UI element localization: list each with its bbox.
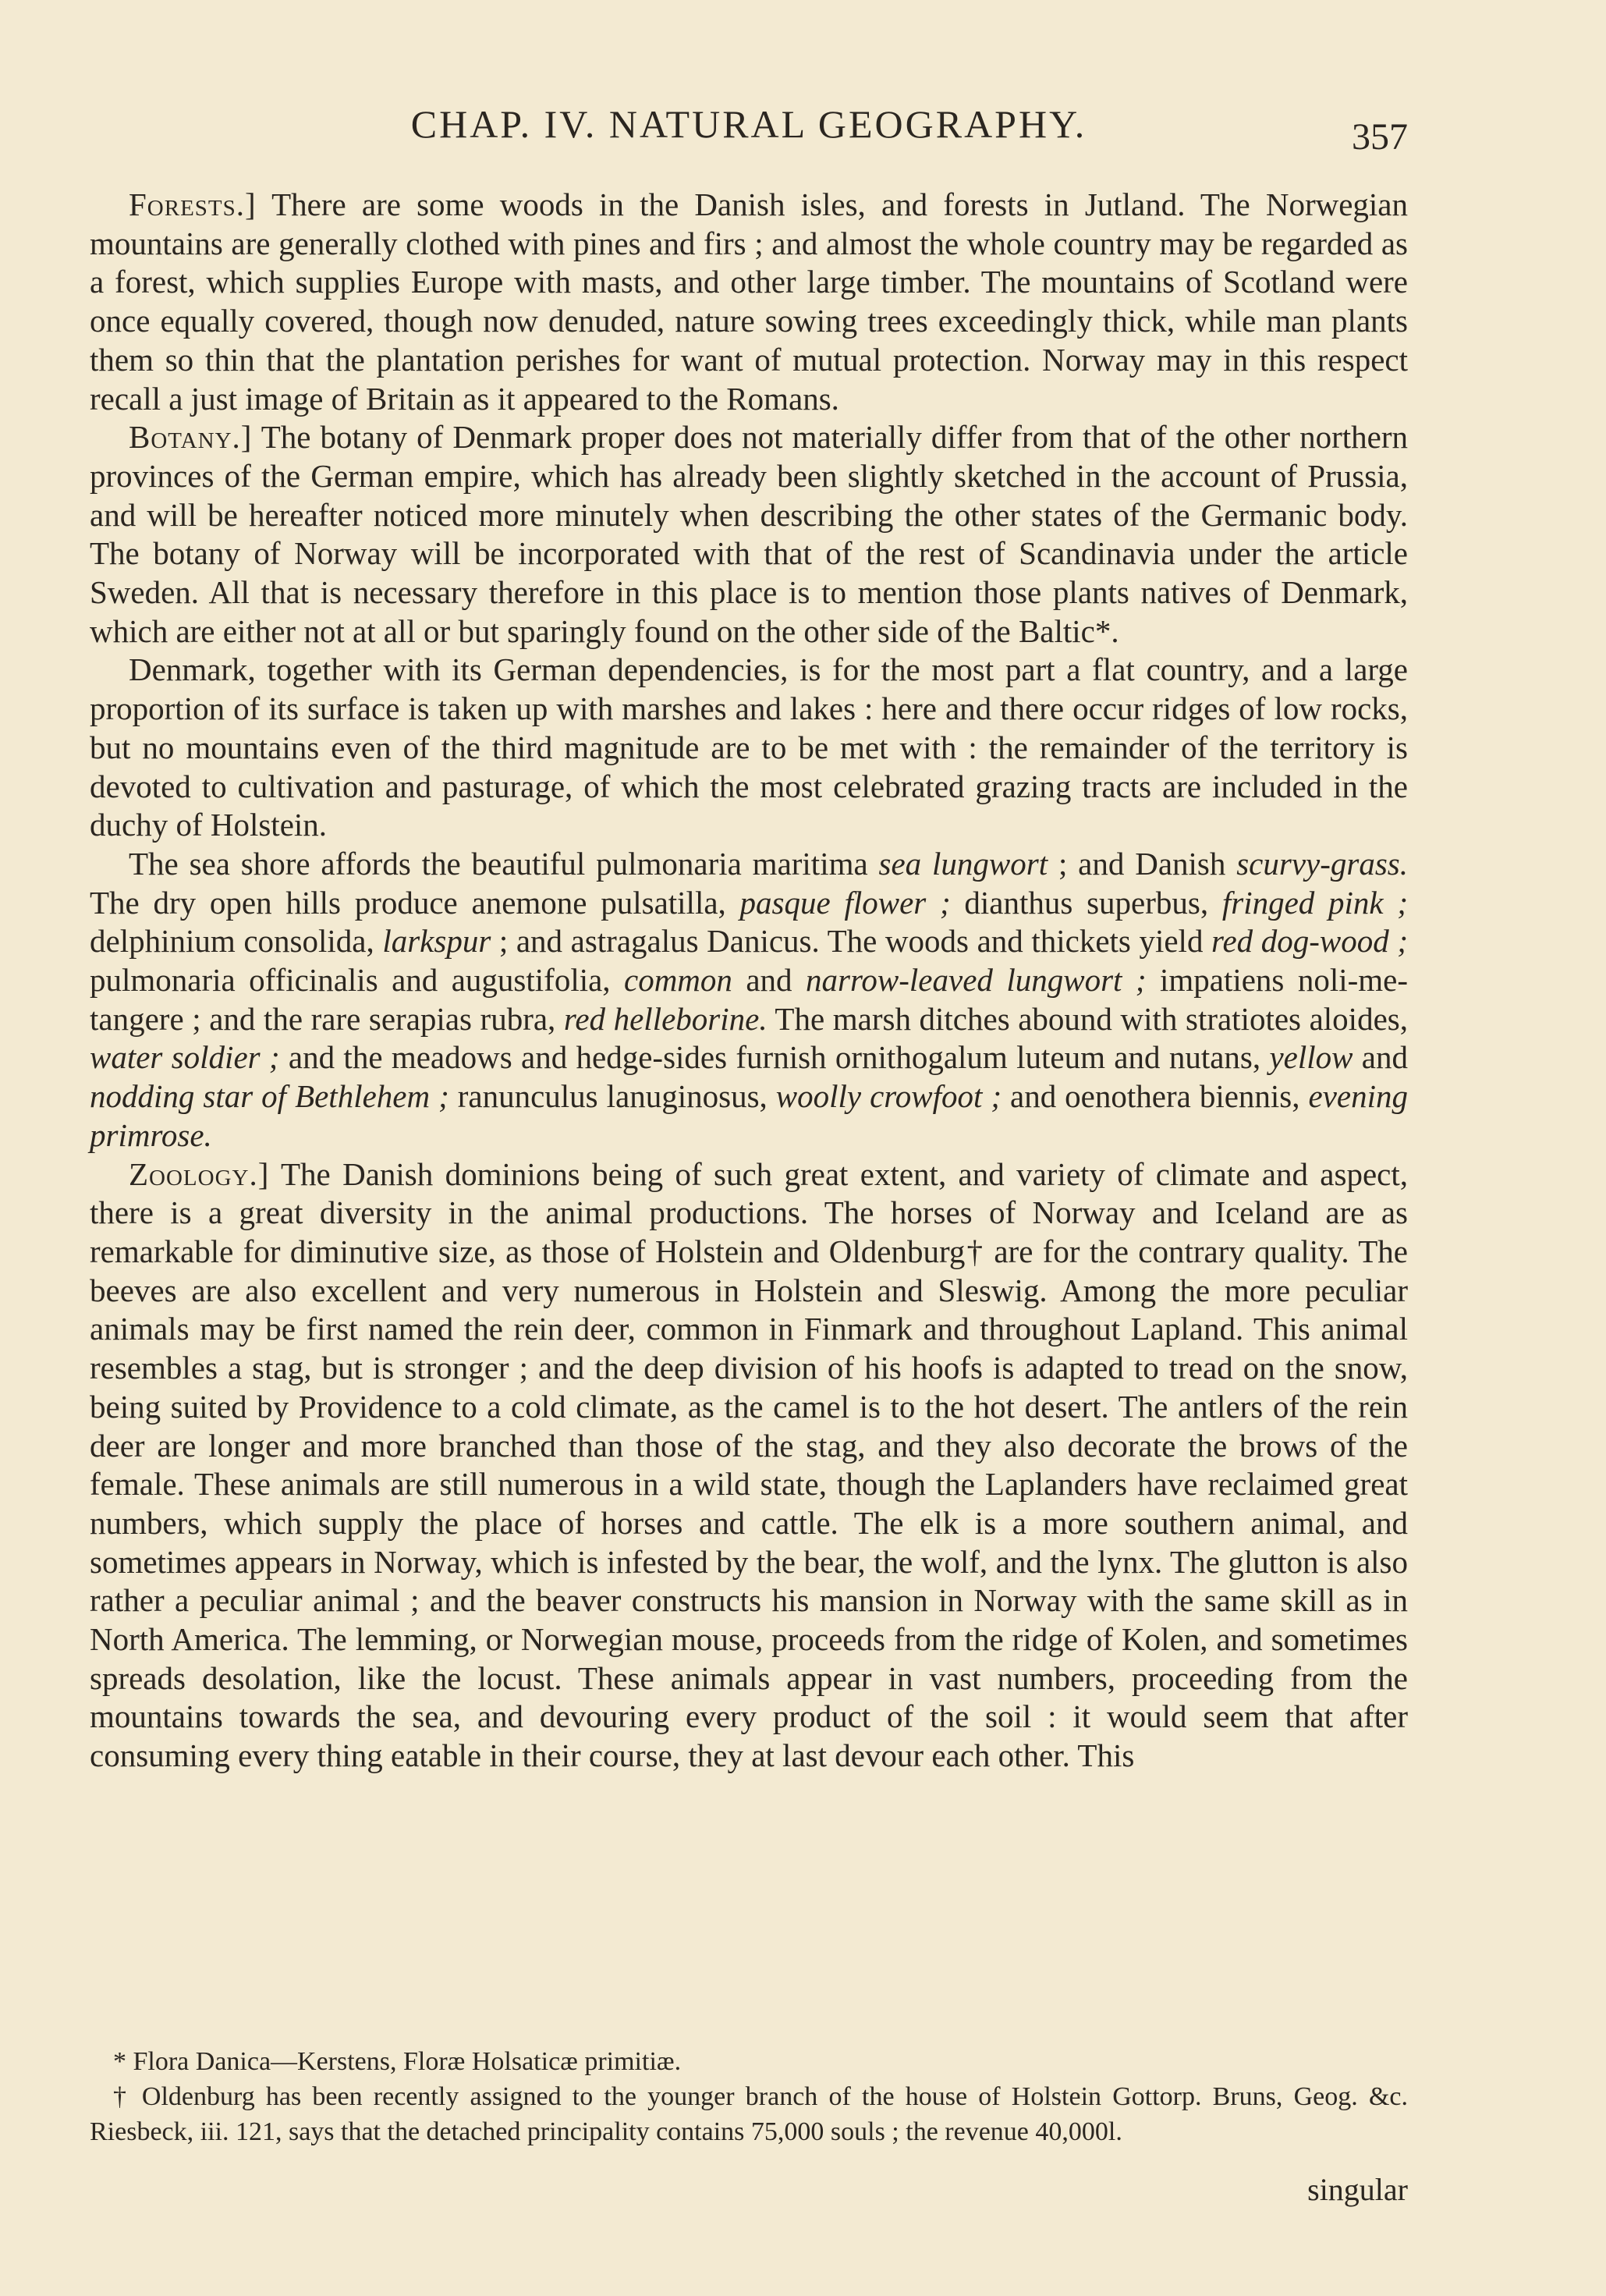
paragraph-text: There are some woods in the Danish isles, and forests in Jutland. The Norwegian mountains are generally clothed with pines and firs ; and almost the whole country may be regarded as a forest, which supplies Europe with masts, and other large timber. The mountains of Scotland were once equally covered, though now denuded, nature sowing trees exceedingly thick, while man plants them so thin that the plantation perishes for want of mutual protection. Norway may in this respect recall a just image of Britain as it appeared to the Romans. bbox=[90, 186, 1408, 417]
running-title: CHAP. IV. NATURAL GEOGRAPHY. bbox=[410, 102, 1087, 146]
paragraph-denmark bbox=[90, 651, 1408, 845]
text-run: The sea shore affords the beautiful pulmonaria maritima bbox=[129, 845, 879, 882]
common-name: sea lungwort bbox=[878, 845, 1048, 882]
page-header bbox=[90, 101, 1408, 164]
common-name: narrow-leaved lungwort ; bbox=[806, 962, 1147, 999]
text-run: The dry open hills produce anemone pulsatilla, bbox=[90, 884, 740, 921]
common-name: fringed pink ; bbox=[1221, 884, 1409, 921]
common-name: evening primrose. bbox=[90, 1078, 1408, 1153]
footnote-1: * Flora Danica—Kerstens, Floræ Holsaticæ primitiæ. bbox=[113, 2047, 682, 2076]
text-run: and the meadows and hedge-sides furnish ornithogalum luteum and nutans, bbox=[279, 1039, 1270, 1076]
section-heading-botany: Botany.] bbox=[129, 419, 253, 456]
common-name: scurvy-grass. bbox=[1236, 845, 1408, 882]
text-run: delphinium consolida, bbox=[90, 923, 383, 960]
common-name: common bbox=[624, 962, 732, 999]
section-heading-forests: Forests.] bbox=[129, 186, 257, 222]
common-name: woolly crowfoot ; bbox=[775, 1078, 1002, 1115]
common-name: water soldier ; bbox=[90, 1039, 280, 1076]
paragraph-seashore bbox=[90, 845, 1408, 1155]
paragraph-zoology bbox=[90, 1155, 1408, 1776]
text-run: pulmonaria officinalis and augustifolia, bbox=[90, 962, 624, 999]
section-heading-zoology: Zoology.] bbox=[129, 1155, 270, 1192]
text-run: ; and astragalus Danicus. The woods and thickets yield bbox=[491, 923, 1212, 960]
text-run: impatiens noli-me-tangere ; and the rare serapias rubra, bbox=[90, 962, 1408, 1037]
paragraph-text: The botany of Denmark proper does not materially differ from that of the other northern provinces of the German empire, which has already been slightly sketched in the account of Prussia, and will be hereafter noticed more minutely when describing the other states of the Germanic body. The botany of Norway will be incorporated with that of the rest of Scandinavia under the article Sweden. All that is necessary therefore in this place is to mention those plants natives of Denmark, which are either not at all or but sparingly found on the other side of the Baltic*. bbox=[90, 419, 1408, 649]
text-run: dianthus superbus, bbox=[950, 884, 1222, 921]
common-name: pasque flower ; bbox=[739, 884, 951, 921]
page-number: 357 bbox=[1352, 116, 1408, 158]
common-name: larkspur bbox=[382, 923, 491, 960]
common-name: red dog-wood ; bbox=[1211, 923, 1408, 960]
paragraph-text: The Danish dominions being of such great extent, and variety of climate and aspect, there is a great diversity in the animal productions. The horses of Norway and Iceland are as remarkable for diminutive size, as those of Holstein and Oldenburg† are for the contrary quality. The beeves are also excellent and very numerous in Holstein and Sleswig. Among the more peculiar animals may be first named the rein deer, common in Finmark and throughout Lapland. This animal resembles a stag, but is stronger ; and the deep division of his hoofs is adapted to tread on the snow, being suited by Providence to a cold climate, as the camel is to the hot desert. The antlers of the rein deer are longer and more branched than those of the stag, and they also decorate the brows of the female. These animals are still numerous in a wild state, though the Laplanders have reclaimed great numbers, which supply the place of horses and cattle. The elk is a more southern animal, and sometimes appears in Norway, which is infested by the bear, the wolf, and the lynx. The glutton is also rather a peculiar animal ; and the beaver constructs his mansion in Norway with the same skill as in North America. The lemming, or Norwegian mouse, proceeds from the ridge of Kolen, and sometimes spreads desolation, like the locust. These animals appear in vast numbers, proceeding from the mountains towards the sea, and devouring every product of the soil : it would seem that after consuming every thing eatable in their course, they at last devour each other. This bbox=[90, 1155, 1408, 1774]
text-run: and bbox=[732, 962, 807, 999]
footnotes bbox=[90, 2044, 1408, 2149]
text-run: and oenothera biennis, bbox=[1002, 1078, 1309, 1115]
text-run: and bbox=[1353, 1039, 1409, 1076]
paragraph-botany bbox=[90, 418, 1408, 651]
text-run: ranunculus lanuginosus, bbox=[448, 1078, 776, 1115]
paragraph-forests bbox=[90, 186, 1408, 418]
paragraph-text: Denmark, together with its German dependencies, is for the most part a flat country, and a large proportion of its surface is taken up with marshes and lakes : here and there occur ridges of low rocks, but no mountains even of the third magnitude are to be met with : the remainder of the territory is devoted to cultivation and pasturage, of which the most celebrated grazing tracts are included in the duchy of Holstein. bbox=[90, 651, 1408, 843]
common-name: yellow bbox=[1269, 1039, 1353, 1076]
footnote-2: † Oldenburg has been recently assigned to the younger branch of the house of Holstein Gottorp. Bruns, Geog. &c. Riesbeck, iii. 121, says that the detached principality contains 75,000 souls ; the revenue 40,000l. bbox=[90, 2082, 1408, 2146]
common-name: nodding star of Bethlehem ; bbox=[90, 1078, 449, 1115]
text-run: The marsh ditches abound with stratiotes aloides, bbox=[767, 1000, 1408, 1037]
common-name: red helleborine. bbox=[563, 1000, 768, 1037]
catchword: singular bbox=[1307, 2172, 1408, 2207]
body-text bbox=[90, 186, 1408, 1776]
text-run: ; and Danish bbox=[1048, 845, 1237, 882]
